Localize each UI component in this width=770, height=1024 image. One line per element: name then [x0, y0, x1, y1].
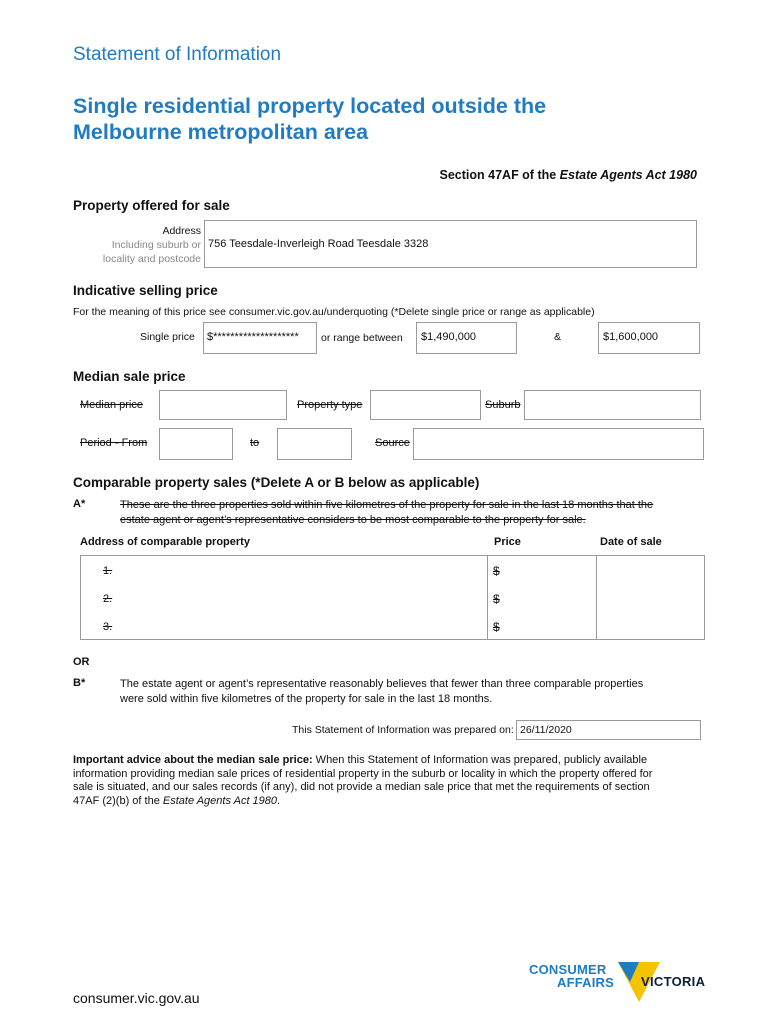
period-from-field[interactable] [159, 428, 233, 460]
act-prefix: Section 47AF of the [439, 168, 560, 182]
range-high-field[interactable] [598, 322, 700, 354]
median-price-field[interactable] [159, 390, 287, 420]
column-address: Address of comparable property [80, 536, 250, 548]
property-heading: Property offered for sale [73, 198, 230, 213]
property-type-field[interactable] [370, 390, 481, 420]
row-number: 3. [103, 621, 113, 633]
address-label [73, 224, 201, 266]
source-label: Source [375, 437, 410, 449]
advice-text-line-1: When this Statement of Information was prepared, publicly available [312, 754, 648, 766]
range-low-field[interactable] [416, 322, 517, 354]
period-to-label: to [250, 437, 260, 449]
title-line-2: Melbourne metropolitan area [73, 120, 369, 144]
range-high-value: $1,600,000 [603, 331, 659, 343]
table-row[interactable] [81, 584, 704, 612]
address-label-line-1: Address [162, 225, 201, 237]
prepared-date-field[interactable] [516, 720, 701, 740]
option-a-text-line-1: These are the three properties sold within five kilometres of the property for sale in the last 18 months that the [120, 499, 654, 511]
property-type-label: Property type [297, 399, 363, 411]
important-advice [73, 754, 713, 808]
prepared-label: This Statement of Information was prepared on: [292, 724, 514, 736]
option-b-text [120, 677, 710, 707]
period-from-label: Period - From [80, 437, 148, 449]
logo-text-affairs: AFFAIRS [557, 975, 615, 990]
source-field[interactable] [413, 428, 704, 460]
option-b-text-line-2: were sold within five kilometres of the property for sale in the last 18 months. [120, 693, 493, 705]
advice-text-end: . [277, 794, 281, 807]
row-number: 1. [103, 565, 113, 577]
comparable-heading: Comparable property sales (*Delete A or B below as applicable) [73, 475, 480, 490]
advice-text-line-2: information providing median sale prices of residential property in the suburb or locality in which the property offered for [73, 767, 653, 780]
indicative-heading: Indicative selling price [73, 283, 218, 298]
comparable-table [80, 555, 705, 640]
table-row[interactable] [81, 556, 704, 584]
row-price: $ [493, 592, 500, 606]
address-field[interactable] [204, 220, 697, 268]
range-label: or range between [321, 332, 403, 344]
address-value: 756 Teesdale-Inverleigh Road Teesdale 3328 [208, 238, 429, 250]
option-b-marker: B* [73, 677, 86, 689]
logo-text-consumer: CONSUMER [529, 962, 607, 977]
title-line-1: Single residential property located outside the [73, 94, 547, 118]
single-price-value: $******************** [207, 331, 299, 343]
row-number: 2. [103, 593, 113, 605]
option-a-text-line-2: estate agent or agent’s representative considers to be most comparable to the property for sale. [120, 514, 586, 526]
option-a-text [120, 498, 710, 528]
page-title [73, 93, 713, 145]
table-row[interactable] [81, 612, 704, 640]
or-label: OR [73, 656, 90, 668]
advice-text-line-3: sale is situated, and our sales records (if any), did not provide a median sale price that met the requirements of section [73, 781, 650, 793]
advice-text-line-4: 47AF (2)(b) of the [73, 794, 163, 807]
median-heading: Median sale price [73, 369, 186, 384]
consumer-affairs-victoria-logo [528, 960, 706, 1006]
column-price: Price [494, 536, 521, 548]
option-a-marker: A* [73, 498, 86, 510]
column-date: Date of sale [600, 536, 662, 548]
row-price: $ [493, 620, 500, 634]
single-price-label: Single price [140, 331, 195, 343]
suburb-label: Suburb [485, 399, 521, 411]
address-label-line-2: Including suburb or [111, 239, 201, 251]
option-b-text-line-1: The estate agent or agent’s representative reasonably believes that fewer than three comparable properties [120, 678, 644, 690]
period-to-field[interactable] [277, 428, 352, 460]
address-label-line-3: locality and postcode [102, 253, 201, 265]
range-separator: & [554, 331, 562, 343]
act-name: Estate Agents Act 1980 [559, 168, 697, 182]
single-price-field[interactable] [203, 322, 317, 354]
document-type: Statement of Information [73, 44, 282, 65]
range-low-value: $1,490,000 [421, 331, 477, 343]
advice-act-name: Estate Agents Act 1980 [162, 794, 278, 807]
logo-text-victoria: VICTORIA [641, 974, 706, 989]
suburb-field[interactable] [524, 390, 701, 420]
act-reference [440, 168, 697, 182]
footer-url[interactable]: consumer.vic.gov.au [73, 990, 200, 1006]
row-price: $ [493, 564, 500, 578]
median-price-label: Median price [80, 399, 143, 411]
advice-heading: Important advice about the median sale price: [73, 754, 313, 766]
prepared-date-value: 26/11/2020 [520, 724, 572, 736]
indicative-note: For the meaning of this price see consumer.vic.gov.au/underquoting (*Delete single price or range as applicable) [73, 306, 595, 318]
